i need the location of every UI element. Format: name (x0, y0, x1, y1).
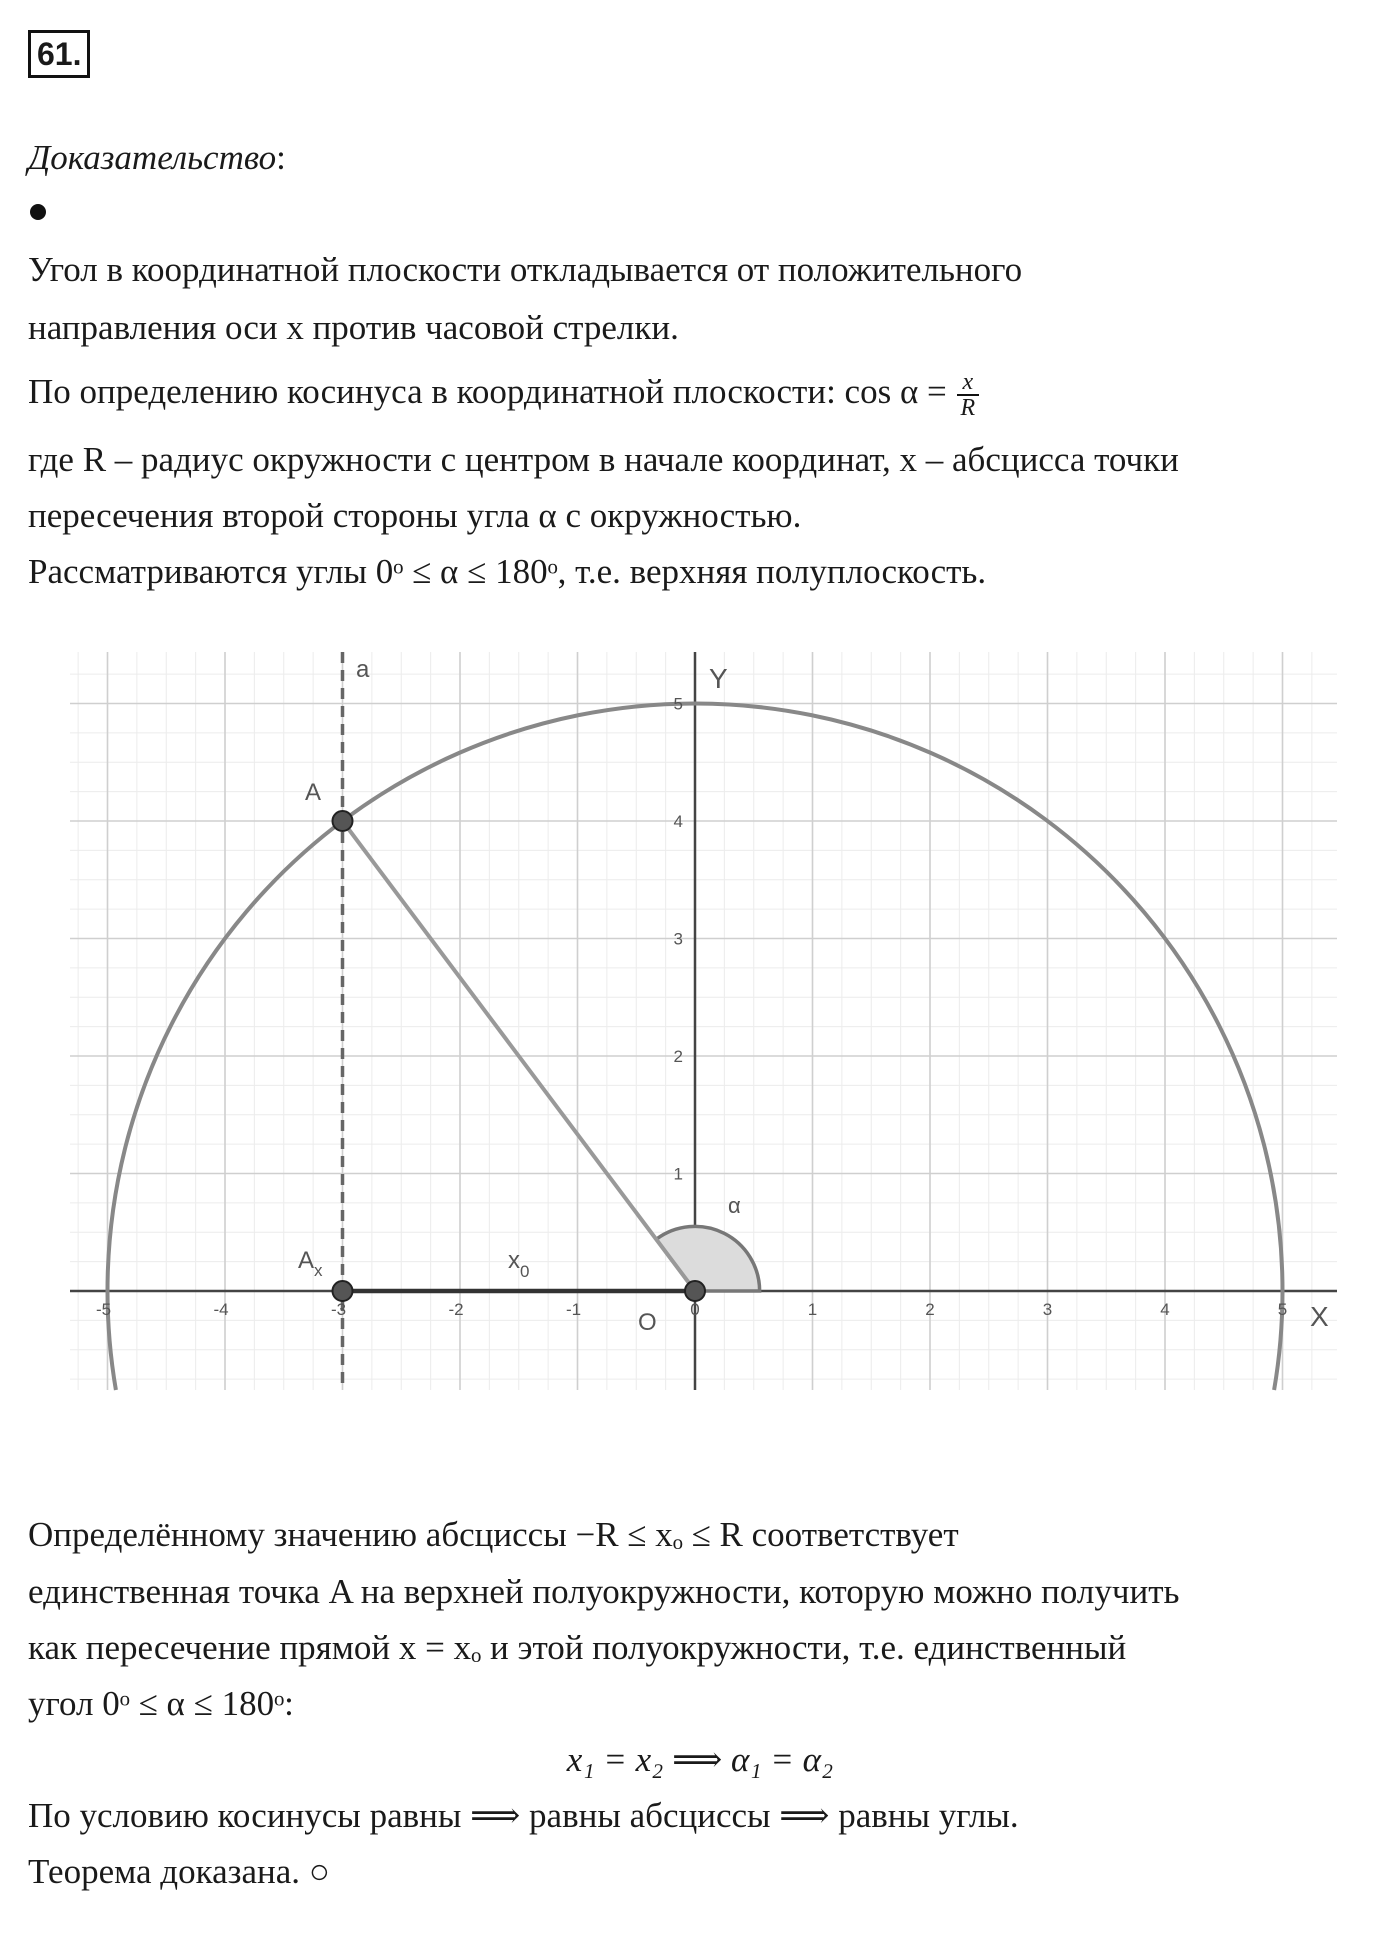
x-tick-label: -4 (213, 1300, 229, 1319)
paragraph-4: Рассматриваются углы 0ᵒ ≤ α ≤ 180ᵒ, т.е. верхняя полуплоскость. (28, 552, 987, 591)
segment-x0-label-sub: 0 (520, 1262, 530, 1281)
paragraph-5-line-3: как пересечение прямой x = xₒ и этой полуокружности, т.е. единственный (28, 1628, 1127, 1667)
x-tick-label: 4 (1160, 1300, 1170, 1319)
point-ax-label (298, 1247, 323, 1280)
point-ax-label-main: A (298, 1247, 315, 1274)
paragraph-1-line-2: направления оси x против часовой стрелки. (28, 308, 679, 347)
point-ax-label-sub: x (314, 1261, 323, 1280)
y-tick-label: 1 (673, 1164, 683, 1184)
paragraph-3-line-1: где R – радиус окружности с центром в начале координат, x – абсцисса точки (28, 440, 1179, 479)
x-tick-label: 5 (1277, 1300, 1288, 1319)
fraction-numerator: x (962, 369, 974, 395)
paragraph-5-line-1: Определённому значению абсциссы −R ≤ xₒ ≤ R соответствует (28, 1515, 959, 1554)
y-tick-labels (674, 695, 683, 1184)
paragraph-5-line-4: угол 0ᵒ ≤ α ≤ 180ᵒ: (28, 1684, 294, 1723)
point-origin (685, 1281, 705, 1301)
x-tick-label: -1 (565, 1300, 582, 1319)
paragraph-5-line-2: единственная точка A на верхней полуокружности, которую можно получить (28, 1572, 1180, 1611)
line-a-label: a (356, 656, 370, 683)
segment-x0-label-main: x (508, 1247, 520, 1274)
x-tick-label: -3 (330, 1300, 347, 1319)
axis-x-label: X (1310, 1301, 1329, 1332)
x-tick-label: 2 (925, 1300, 935, 1319)
conclusion: Теорема доказана. ○ (28, 1852, 330, 1891)
proof-heading-colon: : (276, 138, 286, 177)
axis-y-label: Y (709, 663, 728, 694)
point-a (333, 811, 353, 831)
fraction-denominator: R (960, 395, 976, 421)
y-tick-label: 3 (673, 929, 683, 949)
y-tick-label: 2 (673, 1047, 683, 1066)
point-a-label: A (305, 779, 322, 806)
x-tick-labels (96, 1300, 1287, 1319)
y-tick-label: 4 (673, 812, 683, 831)
x-tick-label: 1 (807, 1300, 818, 1319)
x-tick-label: -5 (95, 1300, 112, 1319)
y-tick-label: 5 (673, 694, 683, 714)
x-tick-label: 3 (1042, 1300, 1053, 1319)
x-tick-label: -2 (448, 1300, 464, 1319)
point-ax (333, 1281, 353, 1301)
angle-alpha-label: α (728, 1193, 741, 1218)
paragraph-1-line-1: Угол в координатной плоскости откладывается от положительного (28, 250, 1023, 289)
paragraph-3-line-2: пересечения второй стороны угла α с окружностью. (28, 496, 802, 535)
cosine-definition-text: По определению косинуса в координатной плоскости: cos α = (28, 372, 947, 412)
origin-label: O (638, 1309, 657, 1336)
paragraph-6: По условию косинусы равны ⟹ равны абсциссы ⟹ равны углы. (28, 1796, 1019, 1835)
proof-heading-text: Доказательство (28, 138, 277, 177)
problem-number: 61. (28, 30, 90, 78)
formula-line: x₁ = x₂ ⟹ α₁ = α₂ (566, 1740, 834, 1779)
x-tick-label: 0 (690, 1300, 700, 1319)
